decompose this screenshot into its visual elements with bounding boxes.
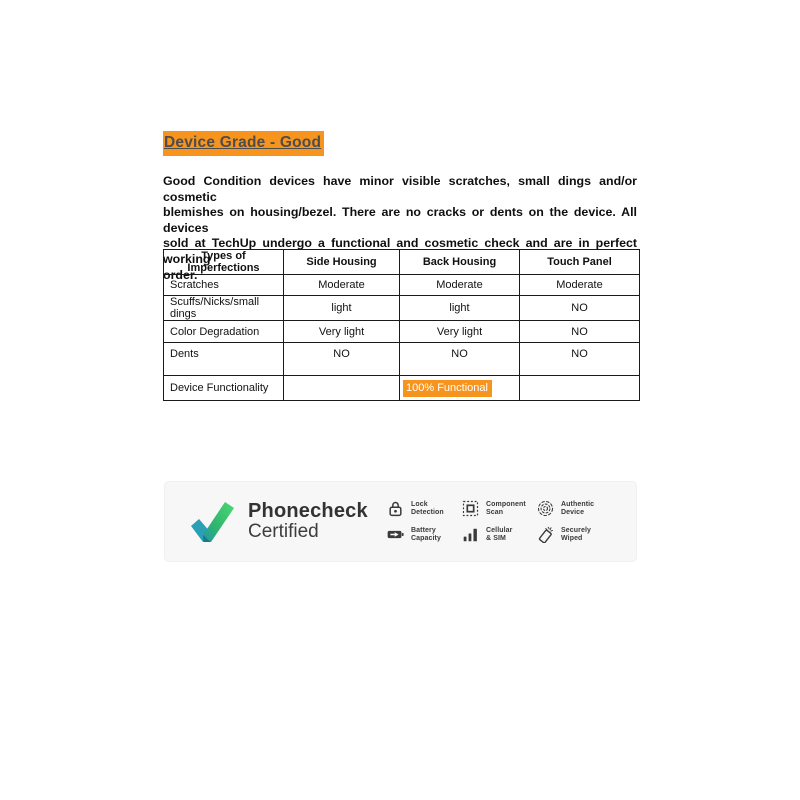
cell-value: Moderate — [284, 275, 400, 296]
row-label: Scuffs/Nicks/small dings — [164, 296, 284, 321]
cell-value: NO — [284, 343, 400, 376]
description-line: sold at TechUp undergo a functional and cosmetic check and are in perfect working — [163, 236, 637, 266]
feature-authentic-device — [537, 500, 612, 517]
table-row-scratches — [164, 275, 640, 296]
battery-icon — [387, 526, 404, 543]
brand-name: Phonecheck — [248, 500, 368, 522]
description-line: Good Condition devices have minor visible scratches, small dings and/or cosmetic — [163, 174, 637, 204]
component-scan-icon — [462, 500, 479, 517]
table-row-device-functionality — [164, 376, 640, 401]
feature-label: Cellular & SIM — [486, 526, 513, 542]
feature-lock-detection — [387, 500, 462, 517]
fingerprint-icon — [537, 500, 554, 517]
table-header-row — [164, 250, 640, 275]
cell-functionality — [400, 376, 520, 401]
checkmark-icon — [190, 498, 236, 546]
cell-value: NO — [520, 296, 640, 321]
cell-value: light — [400, 296, 520, 321]
lock-icon — [387, 500, 404, 517]
header-types-of-imperfections: Types of Imperfections — [164, 250, 284, 275]
cell-value: NO — [520, 321, 640, 343]
wipe-icon — [537, 526, 554, 543]
table-row-color-degradation — [164, 321, 640, 343]
cell-value: Very light — [400, 321, 520, 343]
imperfections-table — [163, 249, 640, 401]
brand-text — [248, 501, 368, 542]
feature-label: Component Scan — [486, 500, 526, 516]
cell-value — [520, 376, 640, 401]
cell-value: Very light — [284, 321, 400, 343]
page-title-highlight: Device Grade - Good — [163, 131, 324, 156]
header-touch-panel: Touch Panel — [520, 250, 640, 275]
phonecheck-certified-badge — [164, 481, 637, 562]
cell-value: NO — [520, 343, 640, 376]
description-line: order. — [163, 267, 198, 282]
cell-value — [284, 376, 400, 401]
feature-label: Battery Capacity — [411, 526, 441, 542]
page-title — [163, 131, 324, 156]
brand-subtitle: Certified — [248, 521, 319, 542]
feature-securely-wiped — [537, 526, 612, 543]
feature-battery-capacity — [387, 526, 462, 543]
feature-label: Authentic Device — [561, 500, 595, 516]
header-back-housing: Back Housing — [400, 250, 520, 275]
description-line: blemishes on housing/bezel. There are no cracks or dents on the device. All devices — [163, 205, 637, 235]
cell-value: NO — [400, 343, 520, 376]
certification-features — [387, 500, 612, 543]
feature-cellular-sim — [462, 526, 537, 543]
header-side-housing: Side Housing — [284, 250, 400, 275]
cell-value: Moderate — [520, 275, 640, 296]
cell-value: light — [284, 296, 400, 321]
signal-bars-icon — [462, 526, 479, 543]
feature-component-scan — [462, 500, 537, 517]
feature-label: Lock Detection — [411, 500, 444, 516]
row-label: Dents — [164, 343, 284, 376]
cell-value: Moderate — [400, 275, 520, 296]
table-row-dents — [164, 343, 640, 376]
functional-highlight: 100% Functional — [403, 380, 492, 397]
table-row-scuffs — [164, 296, 640, 321]
phonecheck-logo — [190, 498, 368, 546]
row-label: Color Degradation — [164, 321, 284, 343]
feature-label: Securely Wiped — [561, 526, 591, 542]
row-label: Scratches — [164, 275, 284, 296]
row-label: Device Functionality — [164, 376, 284, 401]
